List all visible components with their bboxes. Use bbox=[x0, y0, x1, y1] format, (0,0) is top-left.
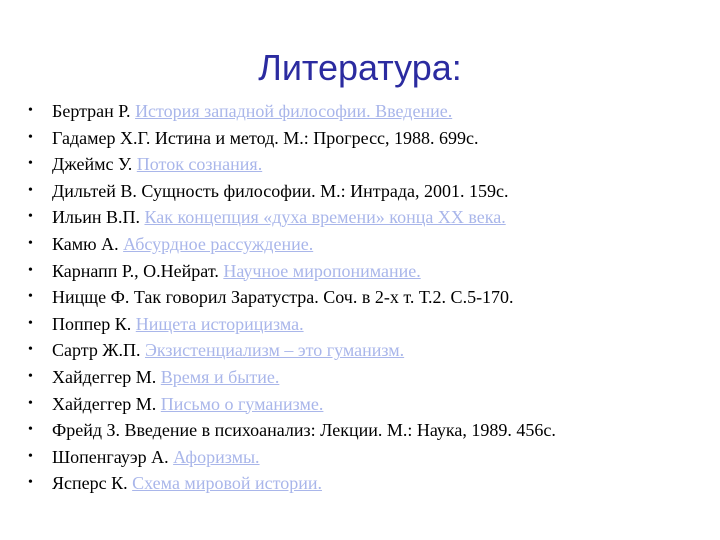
reference-item bbox=[28, 178, 698, 205]
bullet-icon: • bbox=[28, 475, 33, 491]
reference-link[interactable]: Письмо о гуманизме. bbox=[160, 393, 324, 414]
slide-title: Литература: bbox=[258, 47, 462, 88]
reference-author: Сартр Ж.П. bbox=[52, 340, 141, 361]
bullet-icon: • bbox=[28, 209, 33, 225]
reference-text bbox=[52, 204, 506, 231]
reference-author: Джеймс У. bbox=[52, 154, 133, 175]
reference-author: Карнапп Р., О.Нейрат. bbox=[52, 260, 219, 281]
bullet-icon: • bbox=[28, 156, 33, 172]
reference-text bbox=[52, 364, 279, 391]
bullet-icon: • bbox=[28, 342, 33, 358]
reference-author: Поппер К. bbox=[52, 313, 132, 334]
reference-item bbox=[28, 284, 698, 311]
bullet-icon: • bbox=[28, 448, 33, 464]
reference-text: Фрейд З. Введение в психоанализ: Лекции. М.: Наука, 1989. 456с. bbox=[52, 420, 556, 441]
reference-item bbox=[28, 258, 698, 285]
reference-link[interactable]: Схема мировой истории. bbox=[132, 473, 322, 494]
reference-author: Бертран Р. bbox=[52, 101, 131, 121]
reference-item bbox=[28, 417, 698, 444]
reference-link[interactable]: Время и бытие. bbox=[160, 366, 280, 387]
bullet-icon: • bbox=[28, 395, 33, 411]
reference-item bbox=[28, 98, 698, 125]
reference-link[interactable]: История западной философии. Введение. bbox=[135, 101, 453, 121]
bullet-icon: • bbox=[28, 262, 33, 278]
reference-text bbox=[52, 311, 304, 338]
reference-item bbox=[28, 311, 698, 338]
reference-list bbox=[28, 98, 698, 497]
reference-text bbox=[52, 391, 323, 418]
reference-author: Хайдеггер М. bbox=[52, 366, 157, 387]
reference-text: Гадамер Х.Г. Истина и метод. М.: Прогресс, 1988. 699с. bbox=[52, 127, 479, 148]
reference-text bbox=[52, 337, 404, 364]
reference-text: Ницще Ф. Так говорил Заратустра. Соч. в 2-х т. Т.2. С.5-170. bbox=[52, 287, 514, 308]
reference-item bbox=[28, 204, 698, 231]
reference-author: Шопенгауэр А. bbox=[52, 446, 169, 467]
reference-author: Хайдеггер М. bbox=[52, 393, 157, 414]
reference-author: Ясперс К. bbox=[52, 473, 128, 494]
reference-author: Ильин В.П. bbox=[52, 207, 140, 228]
reference-item bbox=[28, 470, 698, 497]
bullet-icon: • bbox=[28, 103, 33, 118]
reference-text: Дильтей В. Сущность философии. М.: Интрада, 2001. 159с. bbox=[52, 180, 509, 201]
bullet-icon: • bbox=[28, 315, 33, 331]
reference-link[interactable]: Экзистенциализм – это гуманизм. bbox=[144, 340, 405, 361]
reference-text bbox=[52, 444, 260, 471]
reference-author: Камю А. bbox=[52, 233, 119, 254]
reference-text bbox=[52, 258, 421, 285]
reference-text bbox=[52, 151, 262, 178]
reference-link[interactable]: Научное миропонимание. bbox=[223, 260, 421, 281]
bullet-icon: • bbox=[28, 289, 33, 305]
reference-link[interactable]: Абсурдное рассуждение. bbox=[123, 233, 314, 254]
reference-link[interactable]: Поток сознания. bbox=[136, 154, 263, 175]
bullet-icon: • bbox=[28, 129, 33, 145]
reference-link[interactable]: Нищета историцизма. bbox=[135, 313, 304, 334]
reference-link[interactable]: Афоризмы. bbox=[173, 446, 260, 467]
reference-item bbox=[28, 151, 698, 178]
reference-link[interactable]: Как концепция «духа времени» конца XX века. bbox=[144, 207, 506, 228]
reference-item bbox=[28, 231, 698, 258]
reference-text bbox=[52, 98, 452, 125]
reference-item bbox=[28, 364, 698, 391]
bullet-icon: • bbox=[28, 235, 33, 251]
bullet-icon: • bbox=[28, 368, 33, 384]
reference-text bbox=[52, 231, 313, 258]
reference-item bbox=[28, 444, 698, 471]
reference-item bbox=[28, 337, 698, 364]
bullet-icon: • bbox=[28, 182, 33, 198]
reference-item bbox=[28, 125, 698, 152]
reference-item bbox=[28, 391, 698, 418]
bullet-icon: • bbox=[28, 422, 33, 438]
reference-text bbox=[52, 470, 322, 497]
